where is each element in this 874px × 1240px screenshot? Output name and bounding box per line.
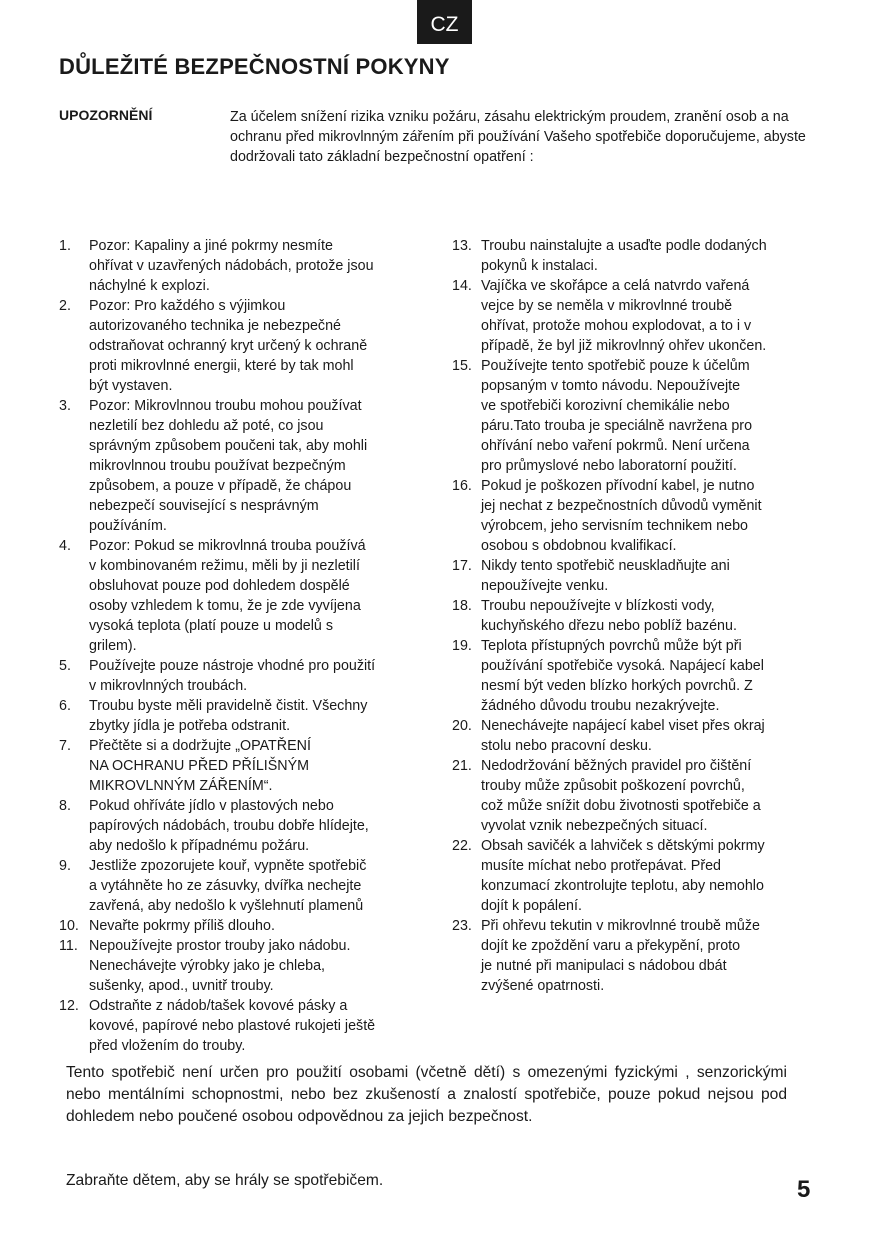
item-text: Pozor: Pokud se mikrovlnná trouba používá v kombinovaném režimu, měli by ji nezletilí obsluhovat pouze pod dohledem dospělé osoby vzhledem k tomu, že je zde vyvíjena vysoká teplota (platí pouze u modelů s grilem). [89, 538, 366, 654]
list-item [452, 276, 832, 356]
item-number: 19. [452, 638, 472, 654]
list-item [59, 536, 429, 656]
list-item [452, 636, 832, 716]
safety-list-left [59, 236, 429, 1056]
list-item [452, 916, 832, 996]
item-number: 16. [452, 478, 472, 494]
item-text: Vajíčka ve skořápce a celá natvrdo vařená vejce by se neměla v mikrovlnné troubě ohřívat, protože mohou explodovat, a to i v případě, že byl již mikrovlnný ohřev ukončen. [481, 278, 767, 354]
item-number: 9. [59, 858, 71, 874]
warning-text: Za účelem snížení rizika vzniku požáru, zásahu elektrickým proudem, zranění osob a na ochranu před mikrovlnným zářením při používání Vašeho spotřebiče doporučujeme, abyste dodržovali tato základní bezpečnostní opatření : [230, 109, 806, 165]
page-number: 5 [797, 1176, 811, 1203]
list-item [452, 556, 832, 596]
list-item [59, 916, 429, 936]
item-text: Při ohřevu tekutin v mikrovlnné troubě může dojít ke zpoždění varu a překypění, proto je nutné při manipulaci s nádobou dbát zvýšené opatrnosti. [481, 918, 760, 994]
item-text: Jestliže zpozorujete kouř, vypněte spotřebič a vytáhněte ho ze zásuvky, dvířka nechejte zavřená, aby nedošlo k vyšlehnutí plamenů [89, 858, 367, 914]
item-number: 18. [452, 598, 472, 614]
list-item [59, 656, 429, 696]
list-item [59, 696, 429, 736]
item-number: 23. [452, 918, 472, 934]
item-number: 6. [59, 698, 71, 714]
item-text: Troubu nepoužívejte v blízkosti vody, kuchyňského dřezu nebo poblíž bazénu. [481, 598, 737, 634]
list-item [59, 856, 429, 916]
item-text: Troubu nainstalujte a usaďte podle dodaných pokynů k instalaci. [481, 238, 767, 274]
item-text: Troubu byste měli pravidelně čistit. Všechny zbytky jídla je potřeba odstranit. [89, 698, 368, 734]
item-number: 5. [59, 658, 71, 674]
list-item [59, 996, 429, 1056]
item-text: Nenechávejte napájecí kabel viset přes okraj stolu nebo pracovní desku. [481, 718, 765, 754]
item-number: 10. [59, 918, 79, 934]
item-number: 11. [59, 938, 78, 954]
item-number: 14. [452, 278, 472, 294]
item-text: Odstraňte z nádob/tašek kovové pásky a kovové, papírové nebo plastové rukojeti ještě před vložením do trouby. [89, 998, 376, 1054]
item-text: Pokud ohříváte jídlo v plastových nebo papírových nádobách, troubu dobře hlídejte, aby nedošlo k případnému požáru. [89, 798, 369, 854]
list-item [59, 296, 429, 396]
list-item [452, 236, 832, 276]
list-item [59, 936, 429, 996]
item-number: 17. [452, 558, 472, 574]
item-text: Pozor: Pro každého s výjimkou autorizovaného technika je nebezpečné odstraňovat ochranný kryt určený k ochraně proti mikrovlnné energii, které by tak mohl být vystaven. [89, 298, 368, 394]
item-number: 4. [59, 538, 71, 554]
page-title: DŮLEŽITÉ BEZPEČNOSTNÍ POKYNY [59, 54, 450, 79]
item-text: Pozor: Mikrovlnnou troubu mohou používat nezletilí bez dohledu až poté, co jsou správným způsobem poučeni tak, aby mohli mikrovlnnou troubu používat bezpečným způsobem, a pouze v případě, že chápou nebezpečí související s nesprávným používáním. [89, 398, 368, 534]
item-number: 12. [59, 998, 79, 1014]
warning-label: UPOZORNĚNÍ [59, 107, 153, 123]
item-number: 1. [59, 238, 71, 254]
item-text: Nepoužívejte prostor trouby jako nádobu. Nenechávejte výrobky jako je chleba, sušenky, apod., uvnitř trouby. [89, 938, 351, 994]
safety-list-right [452, 236, 832, 996]
list-item [452, 716, 832, 756]
list-item [452, 836, 832, 916]
item-number: 21. [452, 758, 472, 774]
list-item [59, 736, 429, 796]
item-text: Nedodržování běžných pravidel pro čištění trouby může způsobit poškození povrchů, což může snížit dobu životnosti spotřebiče a vyvolat vznik nebezpečných situací. [481, 758, 761, 834]
item-text: Pozor: Kapaliny a jiné pokrmy nesmíte ohřívat v uzavřených nádobách, protože jsou náchylné k explozi. [89, 238, 374, 294]
list-item [452, 476, 832, 556]
list-item [452, 356, 832, 476]
item-text: Teplota přístupných povrchů může být při používání spotřebiče vysoká. Napájecí kabel nesmí být veden blízko horkých povrchů. Z žádného důvodu troubu nezakrývejte. [481, 638, 764, 714]
item-number: 3. [59, 398, 71, 414]
item-number: 13. [452, 238, 472, 254]
item-number: 2. [59, 298, 71, 314]
item-number: 7. [59, 738, 71, 754]
item-number: 15. [452, 358, 472, 374]
list-item [59, 236, 429, 296]
item-text: Nikdy tento spotřebič neuskladňujte ani nepoužívejte venku. [481, 558, 730, 594]
item-text: Přečtěte si a dodržujte „OPATŘENÍ NA OCHRANU PŘED PŘÍLIŠNÝM MIKROVLNNÝM ZÁŘENÍM“. [89, 738, 311, 794]
list-item [452, 596, 832, 636]
item-text: Používejte pouze nástroje vhodné pro použití v mikrovlnných troubách. [89, 658, 376, 694]
item-text: Pokud je poškozen přívodní kabel, je nutno jej nechat z bezpečnostních důvodů vyměnit výrobcem, jeho servisním technikem nebo osobou s obdobnou kvalifikací. [481, 478, 762, 554]
item-text: Obsah savičék a lahviček s dětskými pokrmy musíte míchat nebo protřepávat. Před konzumací zkontrolujte teplotu, aby nemohlo dojít k popálení. [481, 838, 765, 914]
footer-note: Zabraňte dětem, aby se hrály se spotřebičem. [66, 1172, 384, 1189]
language-tab: CZ [417, 0, 472, 44]
list-item [59, 396, 429, 536]
item-number: 22. [452, 838, 472, 854]
item-text: Používejte tento spotřebič pouze k účelům popsaným v tomto návodu. Nepoužívejte ve spotřebiči korozivní chemikálie nebo páru.Tato trouba je speciálně navržena pro ohřívání nebo vaření pokrmů. Není určena pro průmyslové nebo laboratorní použití. [481, 358, 753, 474]
item-text: Nevařte pokrmy příliš dlouho. [89, 918, 275, 934]
item-number: 8. [59, 798, 71, 814]
item-number: 20. [452, 718, 472, 734]
footer-paragraph: Tento spotřebič není určen pro použití osobami (včetně dětí) s omezenými fyzickými , senzorickými nebo mentálními schopnostmi, nebo bez zkušeností a znalostí spotřebiče, pouze pokud nejsou pod dohledem nebo poučené osobou odpovědnou za jejich bezpečnost. [66, 1064, 787, 1125]
list-item [452, 756, 832, 836]
list-item [59, 796, 429, 856]
